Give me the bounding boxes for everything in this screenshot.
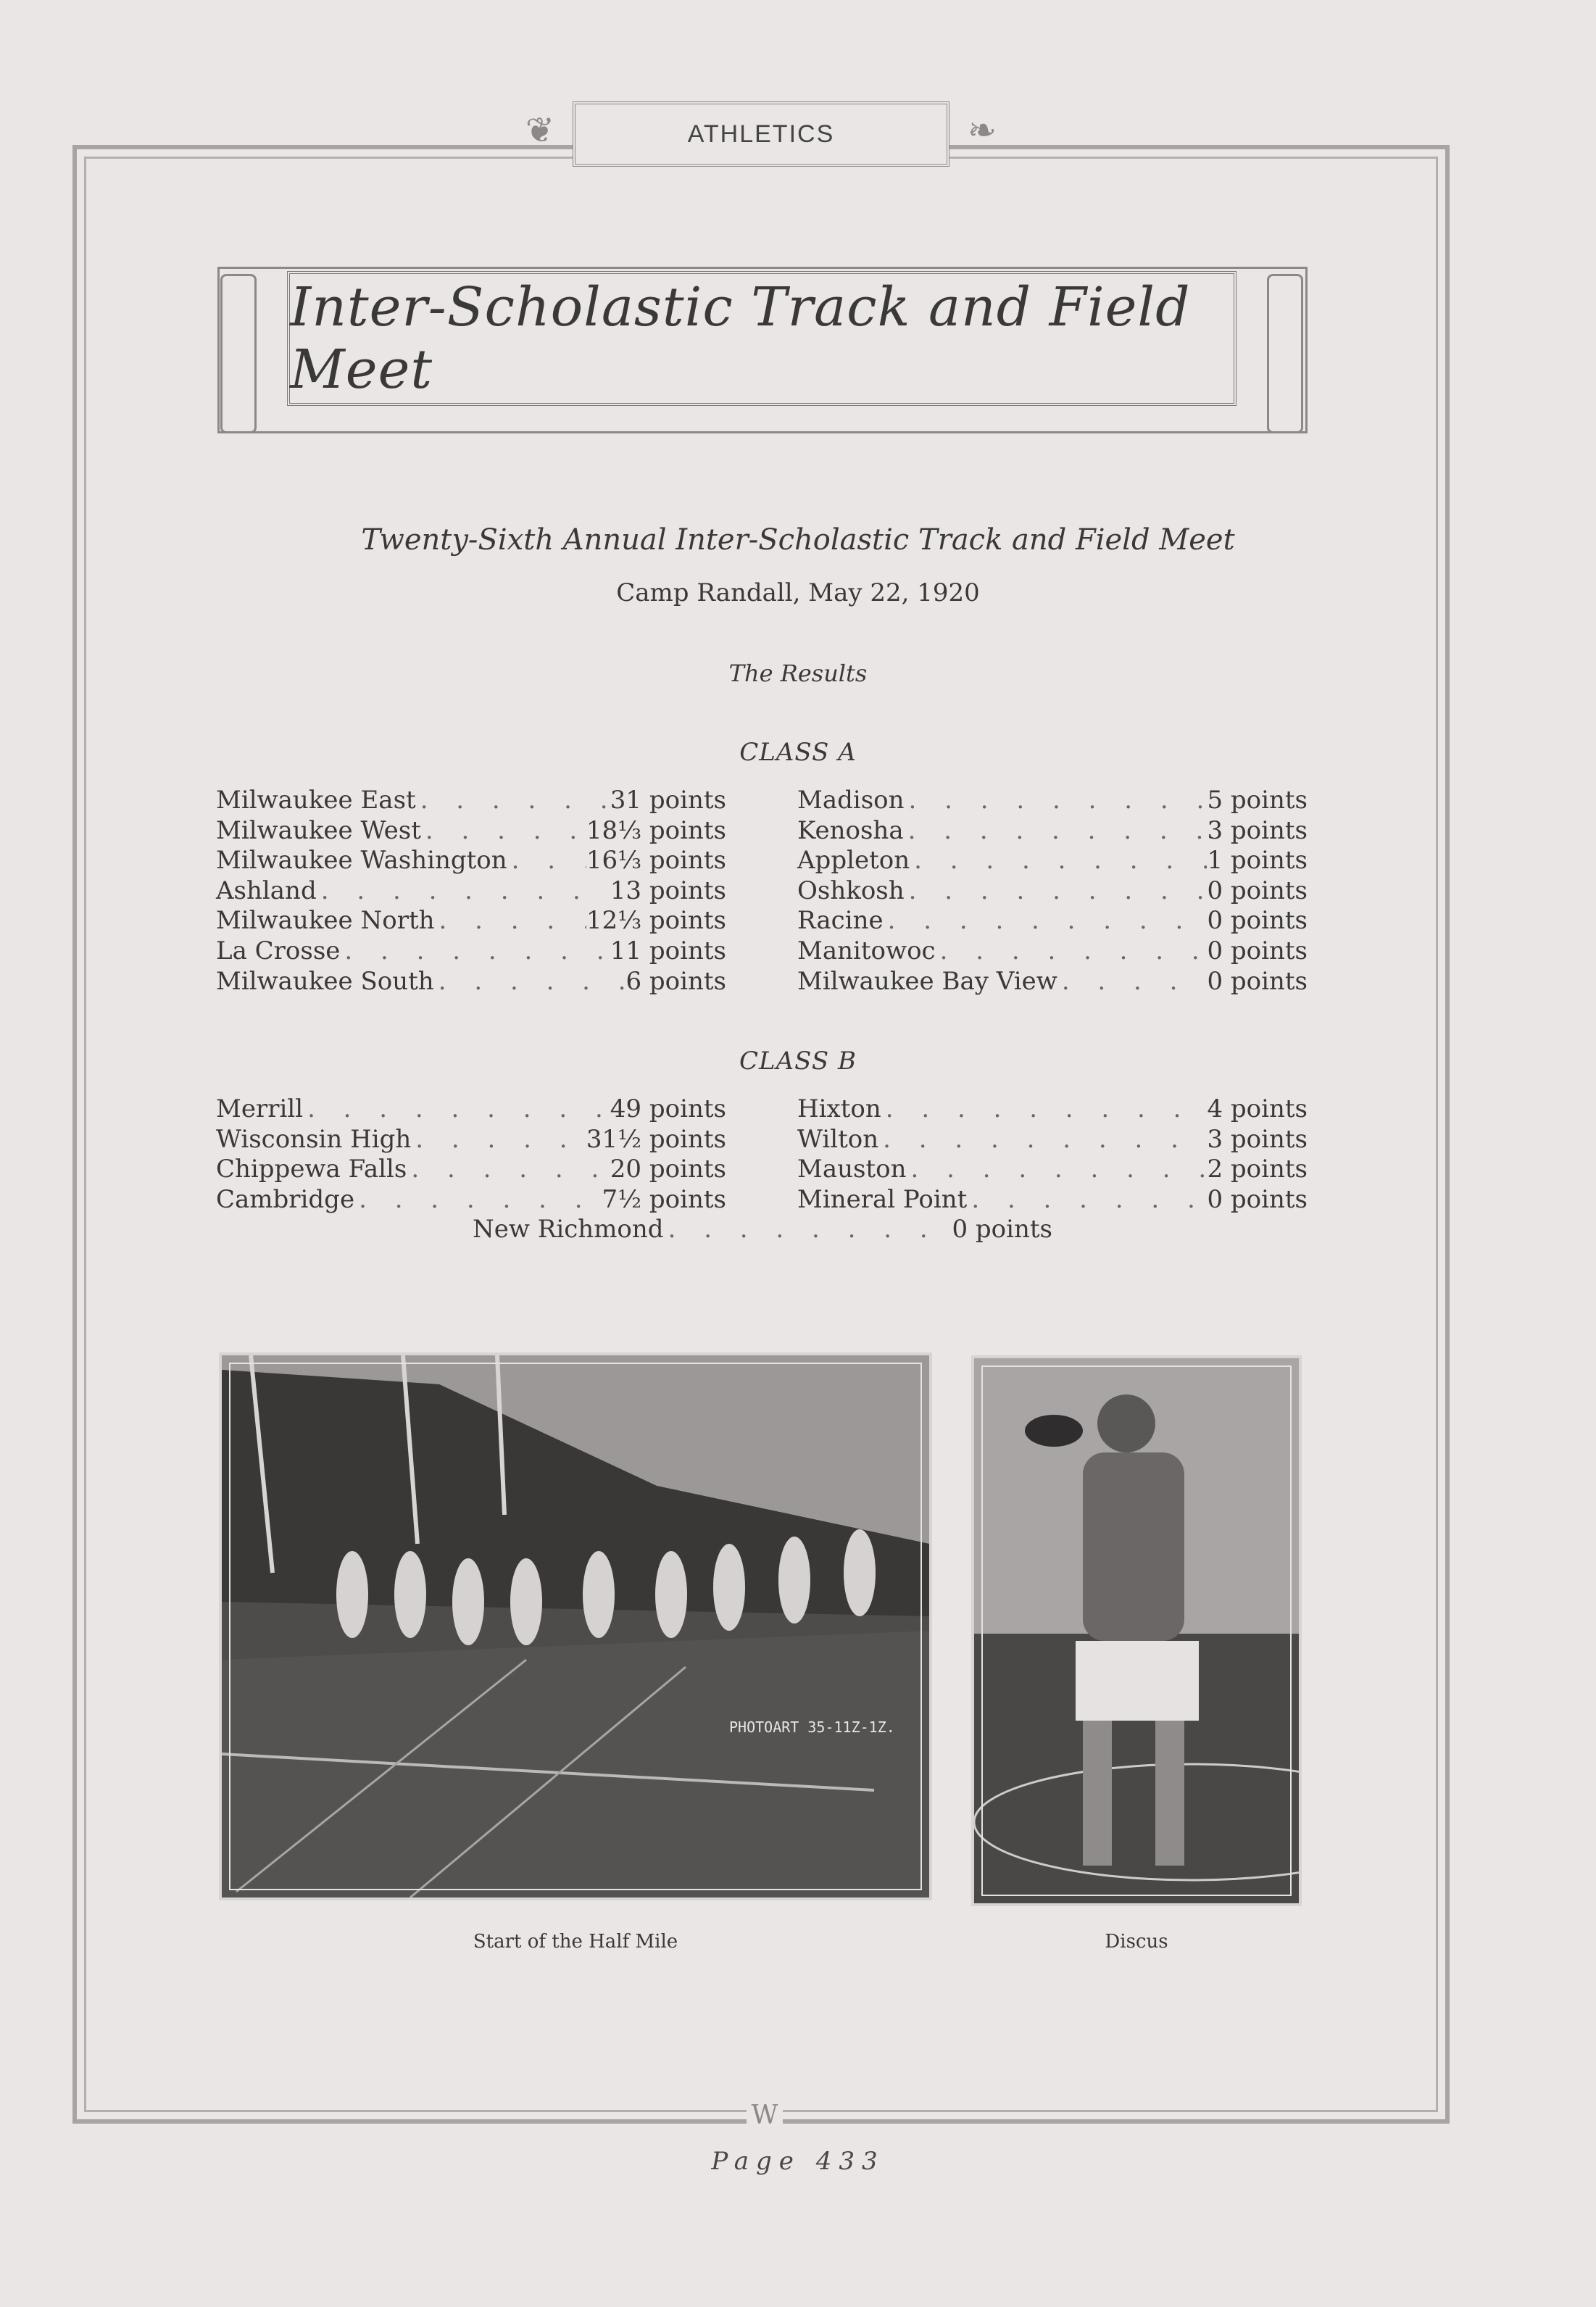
team-points: 18⅓ points <box>586 815 726 845</box>
team-points: 16⅓ points <box>586 846 726 876</box>
class-a-right-column <box>797 786 1308 997</box>
scroll-ornament-icon: ❧ <box>967 110 997 151</box>
team-points: 4 points <box>1207 1094 1308 1123</box>
result-row <box>797 1094 1308 1125</box>
team-points: 0 points <box>1207 1184 1308 1214</box>
result-row <box>797 1125 1308 1155</box>
result-row <box>797 816 1308 847</box>
team-name: Milwaukee Washington <box>216 846 507 876</box>
section-label: ATHLETICS <box>687 120 835 148</box>
class-b-heading: CLASS B <box>739 1047 857 1076</box>
class-b-right-column <box>797 1094 1308 1215</box>
team-points: 1 points <box>1207 846 1308 876</box>
result-row <box>216 1185 726 1215</box>
page-title: Inter-Scholastic Track and Field Meet <box>290 276 1191 401</box>
team-name: Appleton <box>797 846 910 876</box>
team-name: Milwaukee Bay View <box>797 966 1057 996</box>
team-points: 12⅓ points <box>586 906 726 936</box>
team-name: Merrill <box>216 1094 304 1123</box>
result-row <box>797 846 1308 876</box>
team-points: 49 points <box>610 1094 726 1123</box>
team-points: 20 points <box>610 1155 726 1184</box>
team-points: 0 points <box>952 1215 1052 1244</box>
class-b-left-column <box>216 1094 726 1215</box>
scroll-ornament-icon: ❦ <box>525 110 555 151</box>
meet-venue: Camp Randall, May 22, 1920 <box>616 578 980 607</box>
team-points: 31½ points <box>586 1124 726 1154</box>
result-row <box>216 1155 726 1185</box>
team-points: 0 points <box>1207 906 1308 936</box>
result-row <box>797 1155 1308 1185</box>
result-row <box>216 786 726 816</box>
result-row <box>797 786 1308 816</box>
discus-caption: Discus <box>1105 1931 1168 1953</box>
team-name: Manitowoc <box>797 936 936 965</box>
result-row <box>216 936 726 967</box>
team-name: Madison <box>797 786 905 815</box>
class-a-heading: CLASS A <box>739 738 857 767</box>
team-points: 2 points <box>1207 1155 1308 1184</box>
team-points: 0 points <box>1207 936 1308 965</box>
team-name: Milwaukee South <box>216 966 434 996</box>
team-name: Oshkosh <box>797 876 905 905</box>
team-name: Cambridge <box>216 1184 355 1214</box>
scroll-end-right <box>1267 274 1303 433</box>
result-row <box>216 906 726 936</box>
team-name: Hixton <box>797 1094 881 1123</box>
team-name: Chippewa Falls <box>216 1155 407 1184</box>
team-name: Ashland <box>216 876 317 905</box>
team-points: 31 points <box>610 786 726 815</box>
result-row <box>216 1094 726 1125</box>
team-name: New Richmond <box>473 1215 664 1244</box>
page-number: Page 433 <box>711 2147 885 2176</box>
team-points: 3 points <box>1207 815 1308 845</box>
result-row <box>797 1185 1308 1215</box>
team-points: 0 points <box>1207 876 1308 905</box>
class-a-left-column <box>216 786 726 997</box>
team-points: 13 points <box>610 876 726 905</box>
half-mile-caption: Start of the Half Mile <box>473 1931 678 1953</box>
svg-text:PHOTOART 35-11Z-1Z.: PHOTOART 35-11Z-1Z. <box>729 1718 895 1736</box>
w-emblem-icon: W <box>747 2100 783 2129</box>
team-points: 5 points <box>1207 786 1308 815</box>
team-name: Milwaukee North <box>216 906 435 936</box>
result-row <box>216 816 726 847</box>
result-row <box>473 1215 1052 1245</box>
team-points: 0 points <box>1207 966 1308 996</box>
scroll-end-left <box>220 274 257 433</box>
section-header <box>573 101 949 167</box>
team-name: Mauston <box>797 1155 907 1184</box>
title-banner <box>287 271 1237 406</box>
meet-subtitle: Twenty-Sixth Annual Inter-Scholastic Track and Field Meet <box>361 523 1235 557</box>
results-heading: The Results <box>728 660 868 687</box>
result-row <box>797 936 1308 967</box>
team-name: Mineral Point <box>797 1184 968 1214</box>
team-name: Milwaukee East <box>216 786 416 815</box>
result-row <box>216 846 726 876</box>
team-name: Wisconsin High <box>216 1124 412 1154</box>
discus-photo <box>971 1355 1302 1906</box>
team-name: Wilton <box>797 1124 879 1154</box>
result-row <box>797 906 1308 936</box>
team-name: Racine <box>797 906 884 936</box>
result-row <box>797 876 1308 907</box>
result-row <box>797 967 1308 997</box>
team-name: La Crosse <box>216 936 341 965</box>
team-name: Milwaukee West <box>216 815 421 845</box>
result-row <box>216 1125 726 1155</box>
result-row <box>216 967 726 997</box>
team-points: 6 points <box>625 966 726 996</box>
result-row <box>216 876 726 907</box>
team-points: 7½ points <box>602 1184 726 1214</box>
team-name: Kenosha <box>797 815 904 845</box>
class-b-center-column <box>473 1215 1052 1245</box>
team-points: 3 points <box>1207 1124 1308 1154</box>
half-mile-photo <box>219 1352 932 1900</box>
team-points: 11 points <box>610 936 726 965</box>
